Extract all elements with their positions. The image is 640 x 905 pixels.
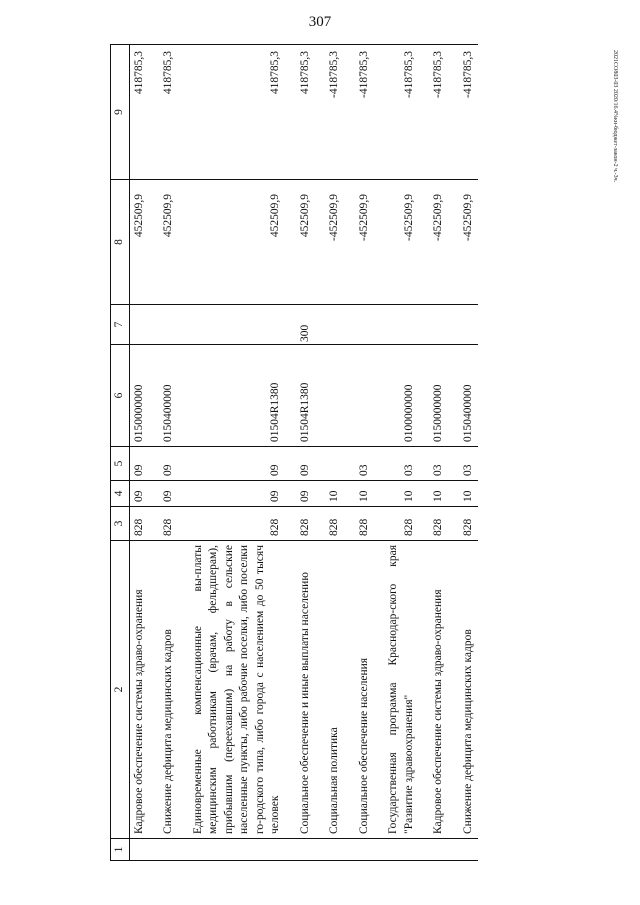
cell-col4: 09: [159, 481, 179, 507]
cell-col6: 0150000000: [429, 345, 449, 447]
table-row: [429, 45, 449, 861]
cell-col9: 418785,3: [159, 45, 179, 180]
cell-col4: 09: [189, 481, 286, 507]
cell-col6: 01504R1380: [189, 345, 286, 447]
row-name: Снижение дефицита медицинских кадров: [159, 541, 179, 839]
cell-col5: 09: [296, 447, 316, 481]
table-row: [189, 45, 286, 861]
column-header: 2: [111, 541, 130, 839]
column-header: 3: [111, 507, 130, 541]
table-row: [296, 45, 316, 861]
cell-col8: -452509,9: [325, 180, 345, 305]
cell-col4: 10: [355, 481, 375, 507]
cell-col5: 09: [159, 447, 179, 481]
cell-col6: [355, 345, 375, 447]
column-header: 9: [111, 45, 130, 180]
cell-col3: 828: [429, 507, 449, 541]
cell-col7: [429, 305, 449, 345]
cell-col7: [129, 305, 149, 345]
cell-col6: 0100000000: [384, 345, 419, 447]
cell-col5: 03: [384, 447, 419, 481]
row-name: Снижение дефицита медицинских кадров: [459, 541, 479, 839]
row-name: Кадровое обеспечение системы здраво-охранения: [429, 541, 449, 839]
cell-col5: 03: [429, 447, 449, 481]
cell-col4: 10: [429, 481, 449, 507]
cell-col6: 01504R1380: [296, 345, 316, 447]
cell-col5: 03: [355, 447, 375, 481]
cell-col9: -418785,3: [429, 45, 449, 180]
cell-col8: 452509,9: [189, 180, 286, 305]
cell-col8: 452509,9: [129, 180, 149, 305]
row-name: Социальная политика: [325, 541, 345, 839]
column-header: 6: [111, 345, 130, 447]
cell-col3: 828: [296, 507, 316, 541]
table-row: [325, 45, 345, 861]
table-row: [459, 45, 479, 861]
cell-col8: 452509,9: [296, 180, 316, 305]
cell-col8: -452509,9: [384, 180, 419, 305]
table-row: [355, 45, 375, 861]
cell-col7: [459, 305, 479, 345]
cell-col8: -452509,9: [355, 180, 375, 305]
cell-col5: 03: [459, 447, 479, 481]
budget-table-frame: [110, 45, 603, 861]
cell-col6: 0150400000: [159, 345, 179, 447]
column-header: 4: [111, 481, 130, 507]
cell-col3: 828: [355, 507, 375, 541]
cell-col7: [384, 305, 419, 345]
cell-col8: -452509,9: [429, 180, 449, 305]
cell-col6: [325, 345, 345, 447]
table-row: [129, 45, 149, 861]
table-row: [384, 45, 419, 861]
row-name: Социальное обеспечение и иные выплаты населению: [296, 541, 316, 839]
cell-col4: 10: [325, 481, 345, 507]
cell-col9: 418785,3: [189, 45, 286, 180]
column-header: 5: [111, 447, 130, 481]
table-header-row: [111, 45, 130, 861]
column-header: 7: [111, 305, 130, 345]
cell-col7: 300: [296, 305, 316, 345]
budget-table-rotated: [110, 45, 603, 861]
cell-col3: 828: [129, 507, 149, 541]
cell-col7: [189, 305, 286, 345]
page-number: 307: [308, 14, 332, 30]
document-reference-note: 2021CO803-03 2020/16.4%кн-бюджет-закон-2 ч.-3ч.: [612, 50, 618, 183]
cell-col9: -418785,3: [355, 45, 375, 180]
row-name: Государственная программа Краснодар-ского края "Развитие здравоохранения": [384, 541, 419, 839]
cell-col9: 418785,3: [129, 45, 149, 180]
cell-col4: 10: [459, 481, 479, 507]
cell-col7: [159, 305, 179, 345]
cell-col6: 0150000000: [129, 345, 149, 447]
column-header: 1: [111, 839, 130, 861]
cell-col8: 452509,9: [159, 180, 179, 305]
table-row: [159, 45, 179, 861]
cell-col9: 418785,3: [296, 45, 316, 180]
cell-col9: -418785,3: [325, 45, 345, 180]
cell-col9: -418785,3: [384, 45, 419, 180]
cell-col3: 828: [159, 507, 179, 541]
cell-col4: 09: [296, 481, 316, 507]
cell-col6: 0150400000: [459, 345, 479, 447]
cell-col5: 09: [189, 447, 286, 481]
cell-col3: 828: [325, 507, 345, 541]
cell-col8: -452509,9: [459, 180, 479, 305]
cell-col5: 09: [129, 447, 149, 481]
cell-col3: 828: [459, 507, 479, 541]
cell-col9: -418785,3: [459, 45, 479, 180]
budget-table: [110, 44, 478, 861]
cell-col7: [325, 305, 345, 345]
cell-col5: [325, 447, 345, 481]
column-header: 8: [111, 180, 130, 305]
cell-col3: 828: [384, 507, 419, 541]
cell-col4: 10: [384, 481, 419, 507]
row-name: Единовременные компенсационные вы-платы медицинским работникам (врачам, фельдшерам), прибывшим (переехавшим) на работу в сельские населенные пункты, либо рабочие поселки, либо поселки го-родского типа, либо города с населением до 50 тысяч человек: [189, 541, 286, 839]
cell-col4: 09: [129, 481, 149, 507]
cell-col7: [355, 305, 375, 345]
cell-col3: 828: [189, 507, 286, 541]
row-name: Социальное обеспечение населения: [355, 541, 375, 839]
row-name: Кадровое обеспечение системы здраво-охранения: [129, 541, 149, 839]
